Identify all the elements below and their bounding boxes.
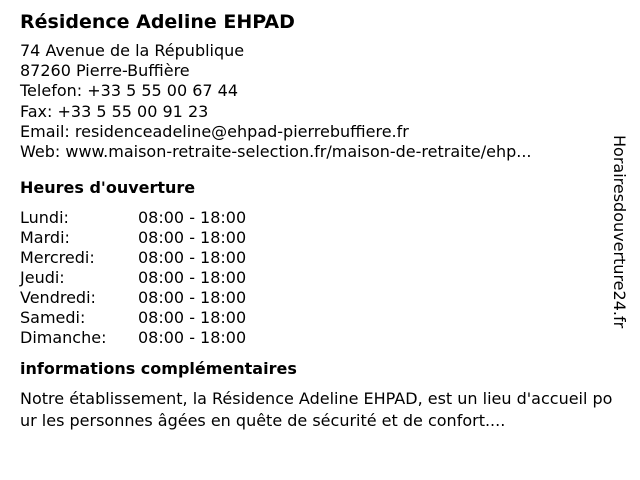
- hours-row-sunday: [20, 328, 610, 348]
- description-text: Notre établissement, la Résidence Adeline EHPAD, est un lieu d'accueil pour les personnes âgées en quête de sécurité et de confort....: [20, 389, 613, 431]
- page-title: Résidence Adeline EHPAD: [20, 11, 295, 33]
- day-label: Vendredi:: [20, 288, 96, 308]
- hours-row-friday: [20, 288, 610, 308]
- day-label: Lundi:: [20, 208, 69, 228]
- time-range: 08:00 - 18:00: [138, 328, 247, 348]
- website-url: Web: www.maison-retraite-selection.fr/maison-de-retraite/ehp...: [20, 142, 532, 162]
- fax-number: Fax: +33 5 55 00 91 23: [20, 101, 209, 121]
- time-range: 08:00 - 18:00: [138, 248, 247, 268]
- hours-row-thursday: [20, 268, 610, 288]
- hours-row-wednesday: [20, 248, 610, 268]
- contact-block: [20, 41, 610, 162]
- time-range: 08:00 - 18:00: [138, 308, 247, 328]
- time-range: 08:00 - 18:00: [138, 288, 247, 308]
- listing-card: [20, 8, 613, 432]
- day-label: Samedi:: [20, 308, 86, 328]
- time-range: 08:00 - 18:00: [138, 268, 247, 288]
- day-label: Mercredi:: [20, 248, 95, 268]
- day-label: Jeudi:: [20, 268, 65, 288]
- hours-heading: Heures d'ouverture: [20, 178, 196, 198]
- hours-row-tuesday: [20, 228, 610, 248]
- time-range: 08:00 - 18:00: [138, 208, 247, 228]
- time-range: 08:00 - 18:00: [138, 228, 247, 248]
- hours-row-saturday: [20, 308, 610, 328]
- day-label: Dimanche:: [20, 328, 107, 348]
- opening-hours-table: [20, 208, 610, 348]
- email-address: Email: residenceadeline@ehpad-pierrebuffiere.fr: [20, 121, 409, 141]
- phone-number: Telefon: +33 5 55 00 67 44: [20, 81, 239, 101]
- brand-watermark: Horairesdouverture24.fr: [610, 135, 629, 329]
- day-label: Mardi:: [20, 228, 70, 248]
- address-city: 87260 Pierre-Buffière: [20, 61, 190, 81]
- address-street: 74 Avenue de la République: [20, 41, 245, 60]
- hours-row-monday: [20, 208, 610, 228]
- info-heading: informations complémentaires: [20, 359, 297, 379]
